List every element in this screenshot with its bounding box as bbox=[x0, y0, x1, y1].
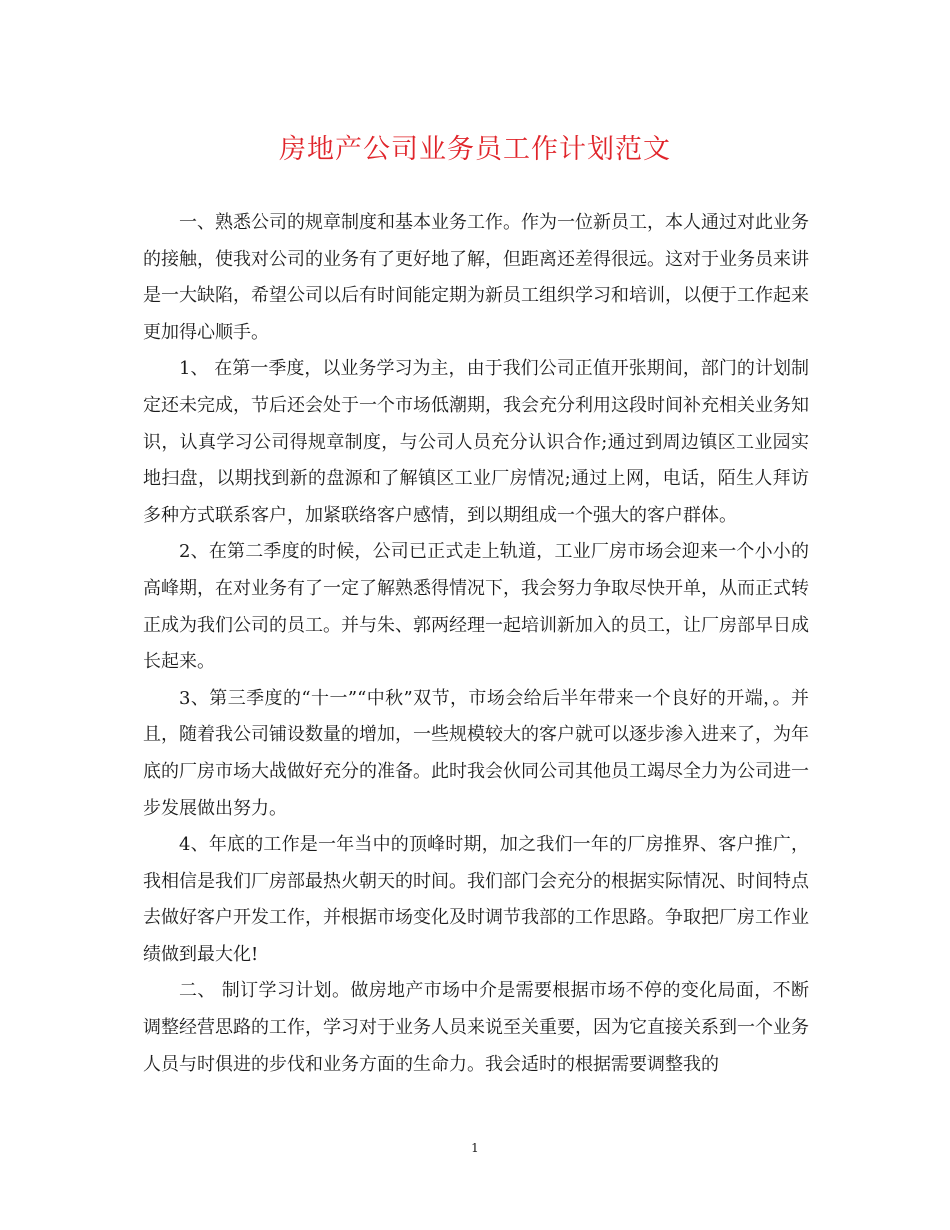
paragraph-second-quarter: 2、在第二季度的时候，公司已正式走上轨道，工业厂房市场会迎来一个小小的高峰期，在对业务有了一定了解熟悉得情况下，我会努力争取尽快开单，从而正式转正成为我们公司的员工。并与朱、郭两经理一起培训新加入的员工，让厂房部早日成长起来。 bbox=[143, 541, 809, 673]
page-number: 1 bbox=[471, 1141, 479, 1155]
paragraph-study-plan: 二、 制订学习计划。做房地产市场中介是需要根据市场不停的变化局面，不断调整经营思路的工作，学习对于业务人员来说至关重要，因为它直接关系到一个业务人员与时俱进的步伐和业务方面的生命力。我会适时的根据需要调整我的 bbox=[143, 980, 809, 1075]
document-body bbox=[143, 205, 809, 1083]
paragraph-year-end: 4、年底的工作是一年当中的顶峰时期，加之我们一年的厂房推界、客户推广，我相信是我们厂房部最热火朝天的时间。我们部门会充分的根据实际情况、时间特点去做好客户开发工作，并根据市场变化及时调节我部的工作思路。争取把厂房工作业绩做到最大化! bbox=[143, 834, 809, 965]
document-title: 房地产公司业务员工作计划范文 bbox=[279, 134, 671, 165]
paragraph-first-quarter: 1、 在第一季度，以业务学习为主，由于我们公司正值开张期间，部门的计划制定还未完成，节后还会处于一个市场低潮期，我会充分利用这段时间补充相关业务知识，认真学习公司得规章制度，与公司人员充分认识合作;通过到周边镇区工业园实地扫盘，以期找到新的盘源和了解镇区工业厂房情况;通过上网，电话，陌生人拜访多种方式联系客户，加紧联络客户感情，到以期组成一个强大的客户群体。 bbox=[143, 358, 809, 526]
paragraph-familiarize-rules: 一、熟悉公司的规章制度和基本业务工作。作为一位新员工，本人通过对此业务的接触，使我对公司的业务有了更好地了解，但距离还差得很远。这对于业务员来讲是一大缺陷，希望公司以后有时间能定期为新员工组织学习和培训，以便于工作起来更加得心顺手。 bbox=[143, 212, 809, 343]
paragraph-third-quarter: 3、第三季度的“十一”“中秋”双节，市场会给后半年带来一个良好的开端，。并且，随着我公司铺设数量的增加，一些规模较大的客户就可以逐步渗入进来了，为年底的厂房市场大战做好充分的准备。此时我会伙同公司其他员工竭尽全力为公司进一步发展做出努力。 bbox=[143, 687, 809, 819]
